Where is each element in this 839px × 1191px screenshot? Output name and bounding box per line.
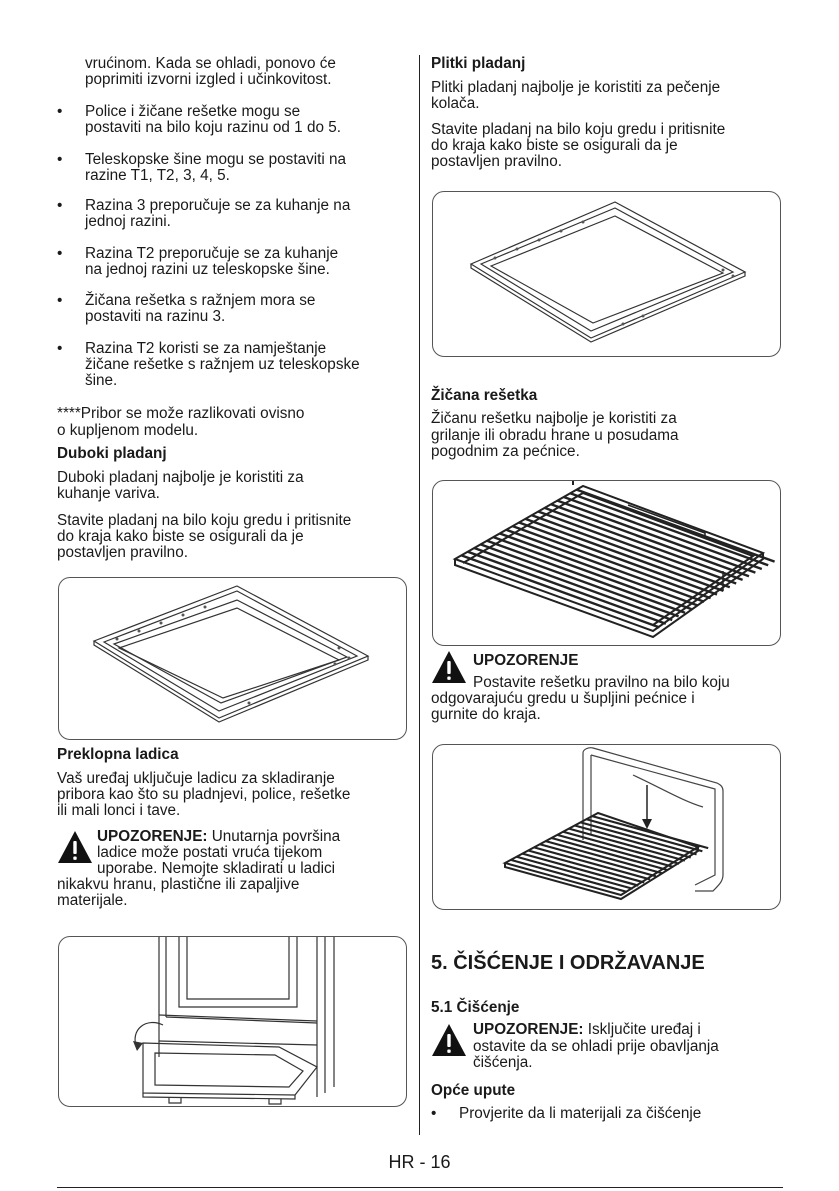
paragraph-line: Duboki pladanj najbolje je koristiti za bbox=[57, 469, 304, 486]
grill-bar bbox=[506, 530, 704, 602]
list-item-line: postaviti na bilo koju razinu od 1 do 5. bbox=[85, 119, 341, 136]
bullet-marker: • bbox=[57, 103, 63, 120]
grill-bar bbox=[586, 819, 702, 851]
column-divider bbox=[419, 55, 420, 1135]
grill-bar bbox=[468, 552, 666, 624]
bullet-marker: • bbox=[57, 292, 63, 309]
grill-bar bbox=[557, 835, 673, 867]
warning-triangle-icon bbox=[431, 1023, 467, 1057]
paragraph-line: Plitki pladanj najbolje je koristiti za pečenje bbox=[431, 79, 721, 96]
paragraph-line: kuhanje variva. bbox=[57, 485, 160, 502]
warning-text: ostavite da se ohladi prije obavljanja bbox=[473, 1038, 719, 1055]
general-heading: Opće upute bbox=[431, 1082, 516, 1099]
grill-bar bbox=[540, 844, 656, 876]
paragraph-line: pribora kao što su pladnjevi, police, rešetke bbox=[57, 786, 351, 803]
warning-label: UPOZORENJE: bbox=[97, 828, 208, 845]
grill-bar bbox=[551, 504, 749, 576]
grill-bar bbox=[569, 829, 685, 861]
deep-tray-illustration bbox=[59, 578, 406, 739]
grill-bar bbox=[577, 490, 775, 562]
warning-text: materijale. bbox=[57, 892, 128, 909]
flat-tray-image bbox=[432, 191, 781, 357]
paragraph-line: Stavite pladanj na bilo koju gredu i pritisnite bbox=[431, 121, 726, 138]
warning-text: Isključite uređaj i bbox=[587, 1021, 701, 1038]
wire-grill-image bbox=[432, 480, 781, 646]
warning-heading: UPOZORENJE bbox=[473, 652, 579, 669]
paragraph-line: Stavite pladanj na bilo koju gredu i pritisnite bbox=[57, 512, 352, 529]
warning-text: Postavite rešetku pravilno na bilo koju bbox=[473, 674, 730, 691]
grill-bar bbox=[532, 515, 730, 587]
paragraph-line: postavljen pravilno. bbox=[431, 153, 562, 170]
intro-line: poprimiti izvorni izgled i učinkovitost. bbox=[85, 71, 332, 88]
intro-line: vrućinom. Kada se ohladi, ponovo će bbox=[85, 55, 336, 72]
grill-bar bbox=[522, 854, 638, 886]
grill-bar bbox=[570, 493, 768, 565]
drawer-heading: Preklopna ladica bbox=[57, 746, 179, 763]
list-item-line: na jednoj razini uz teleskopske šine. bbox=[85, 261, 330, 278]
bullet-marker: • bbox=[57, 151, 63, 168]
drawer-illustration bbox=[59, 937, 406, 1106]
list-item-line: Teleskopske šine mogu se postaviti na bbox=[85, 151, 347, 168]
grill-bar bbox=[557, 501, 755, 573]
grill-bar bbox=[461, 555, 659, 627]
paragraph-line: ili mali lonci i tave. bbox=[57, 802, 181, 819]
list-item-line: Police i žičane rešetke mogu se bbox=[85, 103, 301, 120]
sub-heading: 5.1 Čišćenje bbox=[431, 999, 520, 1016]
grill-bar bbox=[517, 857, 633, 889]
grill-bar bbox=[493, 537, 691, 609]
paragraph-line: do kraja kako biste se osigurali da je bbox=[431, 137, 678, 154]
list-item-line: postaviti na razinu 3. bbox=[85, 308, 226, 325]
grill-bar bbox=[481, 544, 679, 616]
bullet-marker: • bbox=[431, 1105, 437, 1122]
wire-grill-illustration bbox=[433, 481, 780, 645]
list-item-line: Žičana rešetka s ražnjem mora se bbox=[85, 292, 316, 309]
grill-bar bbox=[545, 508, 743, 580]
flat-tray-illustration bbox=[433, 192, 780, 356]
warning-text: Unutarnja površina bbox=[211, 828, 341, 845]
wire-grill-heading: Žičana rešetka bbox=[431, 387, 538, 404]
grill-bar bbox=[564, 497, 762, 569]
list-item-line: Razina T2 preporučuje se za kuhanje bbox=[85, 245, 339, 262]
bottom-rule bbox=[57, 1187, 783, 1188]
grill-bar bbox=[474, 548, 672, 620]
section-title: 5. ČIŠĆENJE I ODRŽAVANJE bbox=[431, 952, 705, 974]
deep-tray-heading: Duboki pladanj bbox=[57, 445, 167, 462]
grill-bar bbox=[511, 860, 627, 892]
note-line: o kupljenom modelu. bbox=[57, 422, 199, 439]
bullet-marker: • bbox=[57, 197, 63, 214]
grill-bar bbox=[519, 523, 717, 595]
grill-bar bbox=[487, 541, 685, 613]
wire-grill-oven-illustration bbox=[433, 745, 780, 909]
warning-triangle-icon bbox=[431, 650, 467, 684]
paragraph-line: pogodnim za pećnice. bbox=[431, 443, 580, 460]
grill-bar bbox=[513, 526, 711, 598]
warning-label: UPOZORENJE: bbox=[473, 1021, 584, 1038]
drawer-image bbox=[58, 936, 407, 1107]
grill-bar bbox=[500, 533, 698, 605]
wire-grill-oven-image bbox=[432, 744, 781, 910]
bullet-marker: • bbox=[57, 340, 63, 357]
warning-text: čišćenja. bbox=[473, 1054, 533, 1071]
flat-tray-heading: Plitki pladanj bbox=[431, 55, 526, 72]
paragraph-line: kolača. bbox=[431, 95, 480, 112]
paragraph-line: postavljen pravilno. bbox=[57, 544, 188, 561]
deep-tray-image bbox=[58, 577, 407, 740]
paragraph-line: Vaš uređaj uključuje ladicu za skladiranje bbox=[57, 770, 335, 787]
grill-bar bbox=[575, 826, 691, 858]
clean-warning-line1 bbox=[473, 1022, 701, 1039]
list-item-line: šine. bbox=[85, 372, 118, 389]
bullet-marker: • bbox=[57, 245, 63, 262]
warning-text: gurnite do kraja. bbox=[431, 706, 541, 723]
warning-text: odgovarajuću gredu u šupljini pećnice i bbox=[431, 690, 695, 707]
list-item-line: Razina T2 koristi se za namještanje bbox=[85, 340, 327, 357]
page-number: HR - 16 bbox=[388, 1152, 451, 1172]
grill-bar bbox=[546, 841, 662, 873]
paragraph-line: Žičanu rešetku najbolje je koristiti za bbox=[431, 410, 677, 427]
list-item-line: žičane rešetke s ražnjem uz teleskopske bbox=[85, 356, 360, 373]
list-item-line: jednoj razini. bbox=[85, 213, 171, 230]
grill-bar bbox=[538, 512, 736, 584]
paragraph-line: grilanje ili obradu hrane u posudama bbox=[431, 427, 679, 444]
grill-bar bbox=[534, 847, 650, 879]
list-item: Provjerite da li materijali za čišćenje bbox=[459, 1105, 702, 1122]
paragraph-line: do kraja kako biste se osigurali da je bbox=[57, 528, 304, 545]
warning-text: nikakvu hranu, plastične ili zapaljive bbox=[57, 876, 300, 893]
grill-bar bbox=[552, 838, 668, 870]
warning-text: ladice može postati vruća tijekom bbox=[97, 844, 323, 861]
list-item-line: Razina 3 preporučuje se za kuhanje na bbox=[85, 197, 351, 214]
warning-triangle-icon bbox=[57, 830, 93, 864]
list-item-line: razine T1, T2, 3, 4, 5. bbox=[85, 167, 230, 184]
note-line: ****Pribor se može razlikovati ovisno bbox=[57, 405, 305, 422]
grill-bar bbox=[563, 832, 679, 864]
warning-text: uporabe. Nemojte skladirati u ladici bbox=[97, 860, 336, 877]
